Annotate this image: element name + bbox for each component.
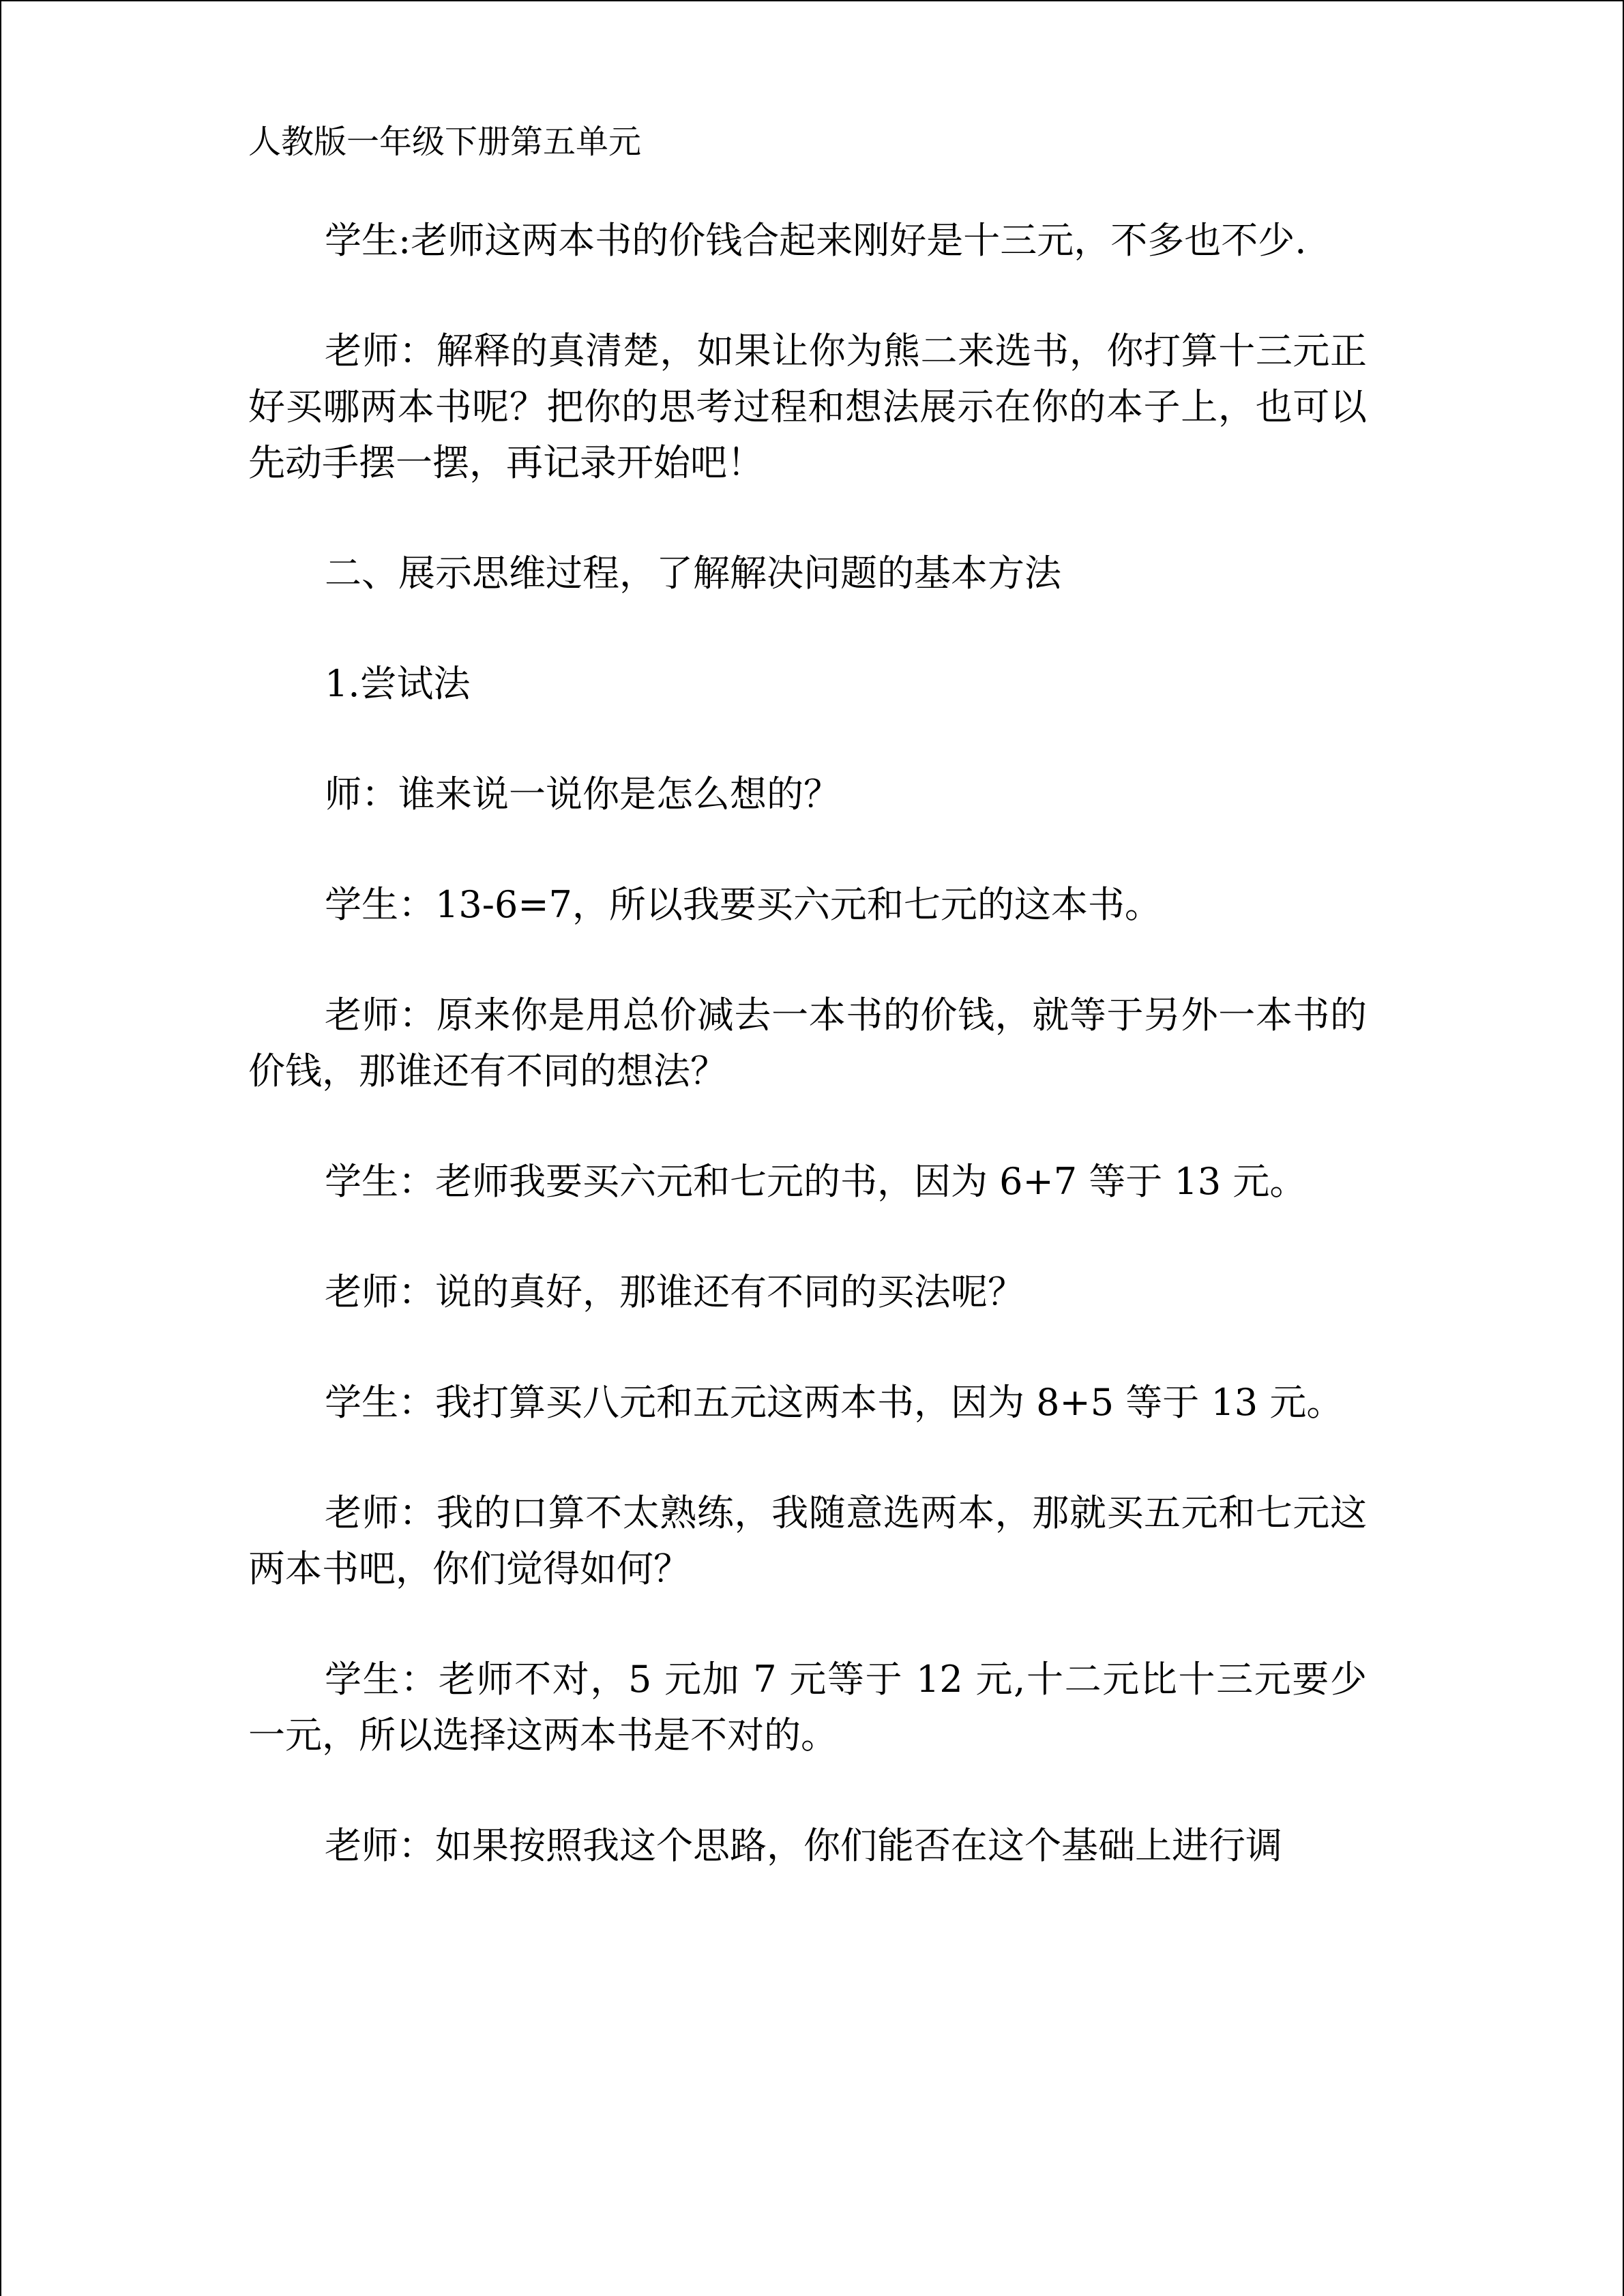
paragraph: 学生:老师这两本书的价钱合起来刚好是十三元，不多也不少. — [325, 219, 1307, 262]
paragraph: 学生：老师不对，5 元加 7 元等于 12 元,十二元比十三元要少一元，所以选择这两本书是不对的。 — [248, 1658, 1367, 1757]
paragraph: 学生：我打算买八元和五元这两本书，因为 8+5 等于 13 元。 — [325, 1381, 1344, 1424]
paragraph: 老师：说的真好，那谁还有不同的买法呢？ — [325, 1270, 1024, 1313]
paragraph: 学生：13-6=7，所以我要买六元和七元的这本书。 — [325, 883, 1162, 926]
paragraph: 师：谁来说一说你是怎么想的？ — [325, 773, 840, 816]
section-heading: 二、展示思维过程，了解解决问题的基本方法 — [325, 552, 1061, 595]
paragraph: 老师：我的口算不太熟练，我随意选两本，那就买五元和七元这两本书吧，你们觉得如何？ — [248, 1491, 1367, 1590]
subsection-heading: 1.尝试法 — [325, 662, 471, 705]
paragraph: 老师：解释的真清楚，如果让你为熊二来选书，你打算十三元正好买哪两本书呢？把你的思考过程和想法展示在你的本子上，也可以先动手摆一摆，再记录开始吧！ — [248, 329, 1367, 484]
document-body — [248, 213, 1367, 1928]
paragraph: 老师：如果按照我这个思路，你们能否在这个基础上进行调 — [325, 1824, 1282, 1867]
paragraph: 老师：原来你是用总价减去一本书的价钱，就等于另外一本书的价钱，那谁还有不同的想法？ — [248, 994, 1367, 1092]
page-header: 人教版一年级下册第五单元 — [248, 123, 642, 161]
paragraph: 学生：老师我要买六元和七元的书，因为 6+7 等于 13 元。 — [325, 1160, 1307, 1203]
